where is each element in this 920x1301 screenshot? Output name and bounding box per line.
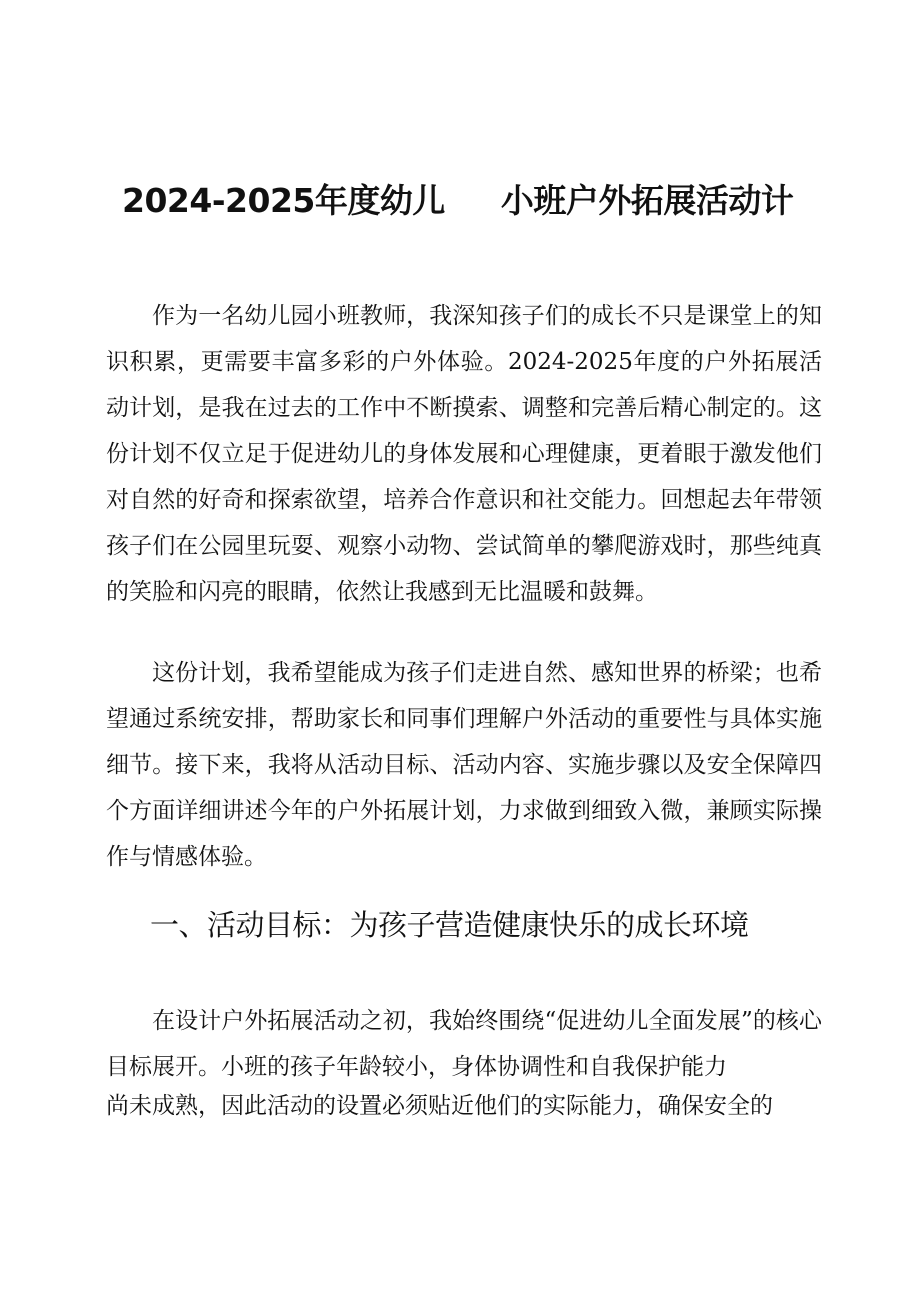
section-trailing-line: 尚未成熟，因此活动的设置必须贴近他们的实际能力，确保安全的 <box>106 1093 773 1119</box>
title-part-1: 2024-2025年度幼儿 <box>122 181 445 220</box>
document-title <box>122 176 822 226</box>
title-part-2: 小班户外拓展活动计 <box>500 181 794 220</box>
intro-paragraph-2: 这份计划，我希望能成为孩子们走进自然、感知世界的桥梁；也希望通过系统安排，帮助家长和同事们理解户外活动的重要性与具体实施细节。接下来，我将从活动目标、活动内容、实施步骤以及安全保障四个方面详细讲述今年的户外拓展计划，力求做到细致入微，兼顾实际操作与情感体验。 <box>106 660 822 870</box>
intro-paragraph-1: 作为一名幼儿园小班教师，我深知孩子们的成长不只是课堂上的知识积累，更需要丰富多彩的户外体验。2024-2025年度的户外拓展活动计划，是我在过去的工作中不断摸索、调整和完善后精心制定的。这份计划不仅立足于促进幼儿的身体发展和心理健康，更着眼于激发他们对自然的好奇和探索欲望，培养合作意识和社交能力。回想起去年带领孩子们在公园里玩耍、观察小动物、尝试简单的攀爬游戏时，那些纯真的笑脸和闪亮的眼睛，依然让我感到无比温暖和鼓舞。 <box>106 303 822 605</box>
section-paragraph: 在设计户外拓展活动之初，我始终围绕“促进幼儿全面发展”的核心目标展开。小班的孩子年龄较小，身体协调性和自我保护能力 <box>106 1008 822 1080</box>
section-heading: 一、活动目标：为孩子营造健康快乐的成长环境 <box>150 908 749 942</box>
